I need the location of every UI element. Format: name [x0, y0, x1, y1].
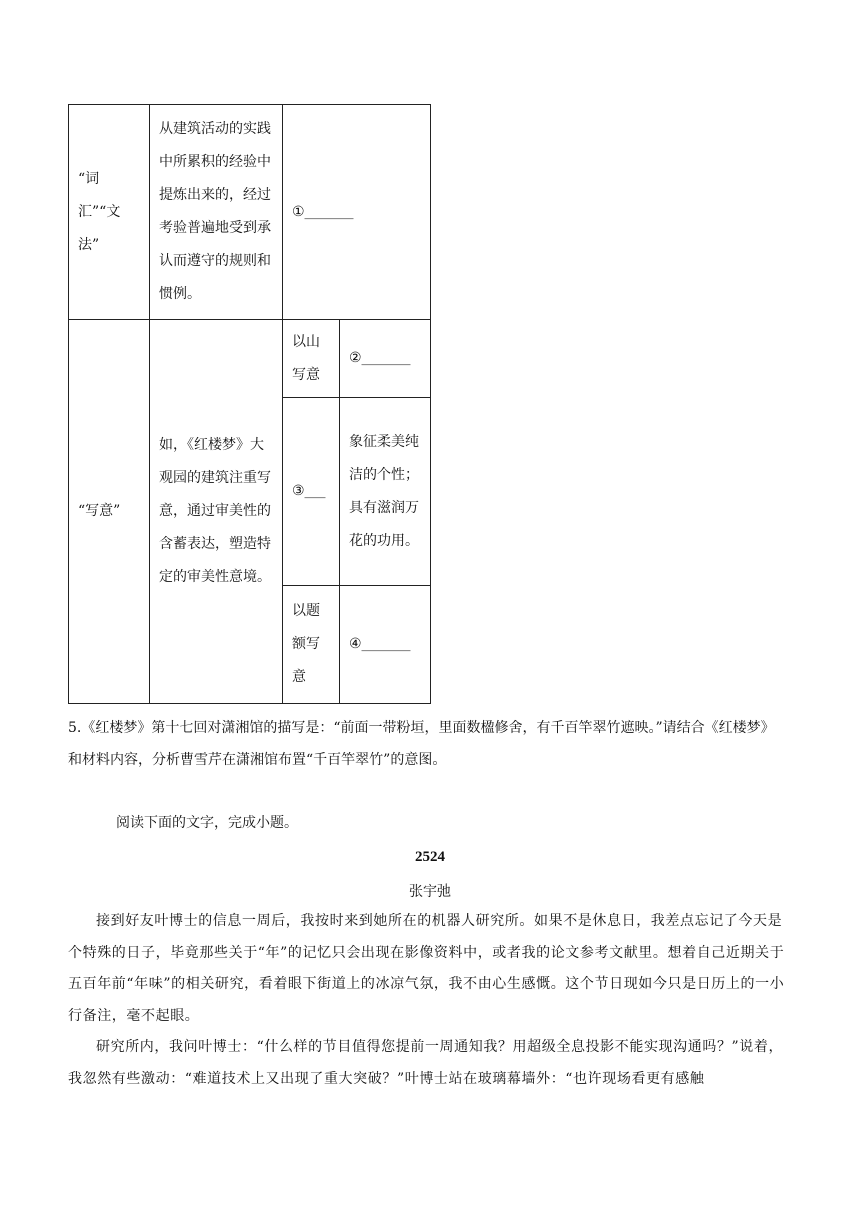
- story-title: 2524: [415, 849, 445, 865]
- story-author: 张宇弛: [409, 884, 451, 900]
- question-5: 5.《红楼梦》第十七回对潇湘馆的描写是：“前面一带粉垣，里面数楹修舍，有千百竿翠竹遮映。”请结合《红楼梦》和材料内容，分析曹雪芹在潇湘馆布置“千百竿翠竹”的意图。: [68, 720, 775, 768]
- reading-intro: 阅读下面的文字，完成小题。: [116, 815, 298, 831]
- answer-table: [68, 104, 431, 704]
- story-body: [68, 906, 786, 1095]
- blank-4: ④_______: [340, 586, 431, 704]
- blank-1: ①_______: [283, 105, 431, 320]
- sub1-method: 以山写意: [283, 320, 340, 398]
- row1-category: “词汇”“文法”: [69, 105, 150, 320]
- row2-category: “写意”: [69, 320, 150, 704]
- blank-2: ②_______: [340, 320, 431, 398]
- paragraph: 研究所内，我问叶博士：“什么样的节目值得您提前一周通知我？用超级全息投影不能实现沟通吗？”说着，我忽然有些激动：“难道技术上又出现了重大突破？”叶博士站在玻璃幕墙外：“也许现场看更有感触: [68, 1039, 784, 1087]
- sub3-method: 以题额写意: [283, 586, 340, 704]
- row2-description: 如，《红楼梦》大观园的建筑注重写意，通过审美性的含蓄表达，塑造特定的审美性意境。: [150, 320, 283, 704]
- row1-description: 从建筑活动的实践中所累积的经验中提炼出来的，经过考验普遍地受到承认而遵守的规则和惯例。: [150, 105, 283, 320]
- sub2-meaning: 象征柔美纯洁的个性；具有滋润万花的功用。: [340, 398, 431, 586]
- paragraph: 接到好友叶博士的信息一周后，我按时来到她所在的机器人研究所。如果不是休息日，我差点忘记了今天是个特殊的日子，毕竟那些关于“年”的记忆只会出现在影像资料中，或者我的论文参考文献里。想着自己近期关于五百年前“年味”的相关研究，看着眼下街道上的冰凉气氛，我不由心生感慨。这个节日现如今只是日历上的一小行备注，毫不起眼。: [68, 913, 785, 1024]
- blank-3: ③___: [283, 398, 340, 586]
